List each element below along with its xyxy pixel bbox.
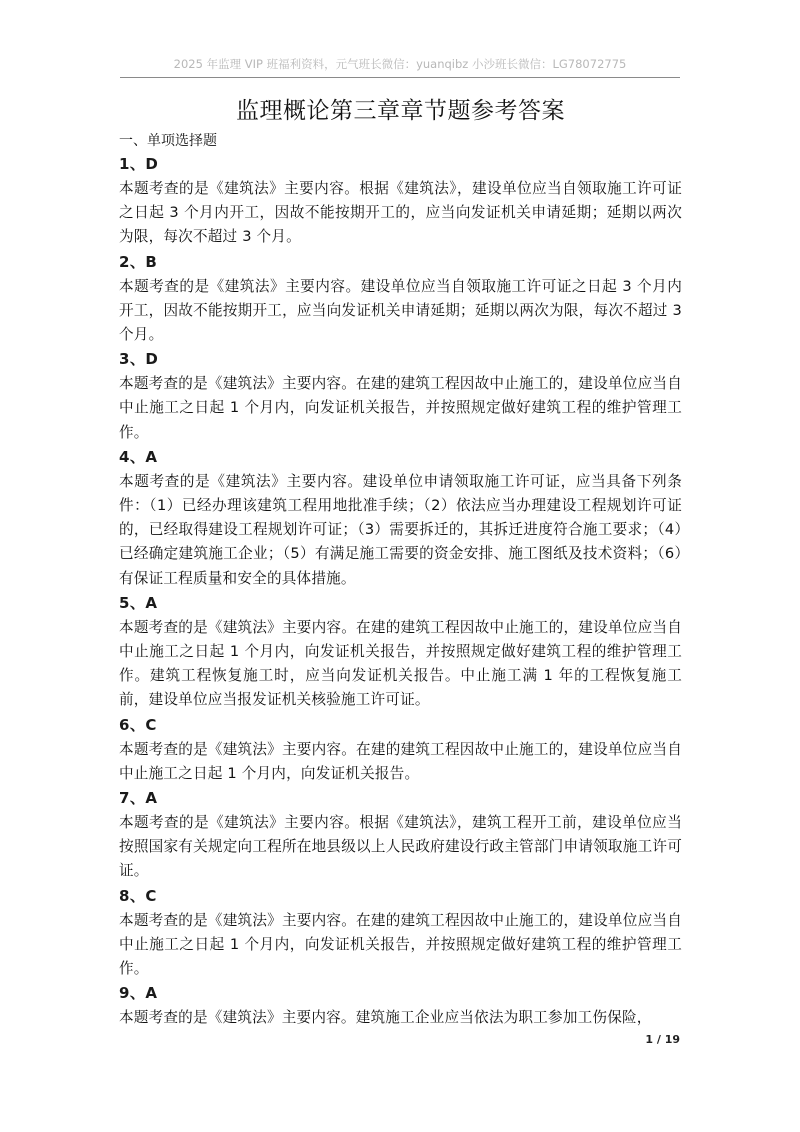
answer-key: 4、A — [119, 447, 158, 466]
answer-key: 7、A — [119, 789, 158, 808]
document-body — [119, 94, 682, 1030]
answer-explanation: 本题考查的是《建筑法》主要内容。在建的建筑工程因故中止施工的，建设单位应当自中止施工之日起 1 个月内，向发证机关报告，并按照规定做好建筑工程的维护管理工作。 — [119, 911, 682, 978]
answer-key: 6、C — [119, 715, 157, 734]
answer-item — [119, 152, 682, 250]
answer-item — [119, 786, 682, 884]
page-number: 1 / 19 — [645, 1033, 680, 1046]
header-divider — [120, 77, 680, 78]
answer-explanation: 本题考查的是《建筑法》主要内容。建设单位申请领取施工许可证，应当具备下列条件：（1）已经办理该建筑工程用地批准手续；（2）依法应当办理建设工程规划许可证的，已经取得建设工程规划许可证；（3）需要拆迁的，其拆迁进度符合施工要求；（4）已经确定建筑施工企业；（5）有满足施工需要的资金安排、施工图纸及技术资料；（6）有保证工程质量和安全的具体措施。 — [119, 472, 682, 587]
section-heading: 一、单项选择题 — [119, 133, 217, 149]
answer-explanation: 本题考查的是《建筑法》主要内容。在建的建筑工程因故中止施工的，建设单位应当自中止施工之日起 1 个月内，向发证机关报告。 — [119, 740, 682, 782]
answer-explanation: 本题考查的是《建筑法》主要内容。根据《建筑法》，建筑工程开工前，建设单位应当按照国家有关规定向工程所在地县级以上人民政府建设行政主管部门申请领取施工许可证。 — [119, 814, 682, 880]
answer-item — [119, 445, 682, 591]
answer-explanation: 本题考查的是《建筑法》主要内容。在建的建筑工程因故中止施工的，建设单位应当自中止施工之日起 1 个月内，向发证机关报告，并按照规定做好建筑工程的维护管理工作。 — [119, 375, 682, 441]
answer-key: 3、D — [119, 350, 159, 369]
answer-key: 8、C — [119, 886, 157, 905]
answer-key: 2、B — [119, 252, 158, 271]
answer-item — [119, 884, 682, 982]
answer-explanation: 本题考查的是《建筑法》主要内容。在建的建筑工程因故中止施工的，建设单位应当自中止施工之日起 1 个月内，向发证机关报告，并按照规定做好建筑工程的维护管理工作。建筑工程恢复施工时，应当向发证机关报告。中止施工满 1 年的工程恢复施工前，建设单位应当报发证机关核验施工许可证。 — [119, 618, 682, 709]
answer-item — [119, 713, 682, 786]
answer-explanation: 本题考查的是《建筑法》主要内容。建设单位应当自领取施工许可证之日起 3 个月内开工，因故不能按期开工，应当向发证机关申请延期；延期以两次为限，每次不超过 3 个月。 — [119, 277, 682, 344]
answer-item — [119, 347, 682, 445]
document-title: 监理概论第三章章节题参考答案 — [236, 98, 565, 124]
answer-item — [119, 250, 682, 348]
answer-explanation: 本题考查的是《建筑法》主要内容。根据《建筑法》，建设单位应当自领取施工许可证之日起 3 个月内开工，因故不能按期开工的，应当向发证机关申请延期；延期以两次为限，每次不超过 3 个月。 — [119, 180, 682, 246]
answer-explanation: 本题考查的是《建筑法》主要内容。建筑施工企业应当依法为职工参加工伤保险， — [119, 1009, 652, 1027]
answer-key: 1、D — [119, 155, 159, 173]
answer-key: 5、A — [119, 593, 158, 612]
answer-item — [119, 591, 682, 713]
answer-item — [119, 981, 682, 1030]
page-header-text: 2025 年监理 VIP 班福利资料，元气班长微信：yuanqibz 小沙班长微信：LG78072775 — [173, 57, 627, 71]
answer-key: 9、A — [119, 984, 158, 1003]
